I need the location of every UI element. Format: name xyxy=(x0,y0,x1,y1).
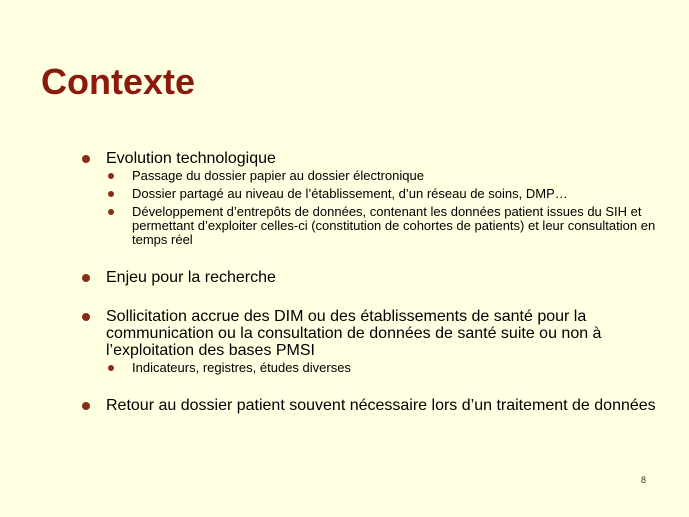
bullet-item xyxy=(80,269,660,286)
sub-bullet-dot-icon xyxy=(108,365,114,371)
sub-bullet-dot-icon xyxy=(108,209,114,215)
slide-content xyxy=(80,150,660,414)
slide-title: Contexte xyxy=(41,61,196,102)
bullet-dot-icon xyxy=(82,155,90,163)
bullet-text: Enjeu pour la recherche xyxy=(106,269,276,286)
sub-bullet-list xyxy=(106,361,660,375)
bullet-item xyxy=(80,150,660,247)
bullet-list xyxy=(80,150,660,414)
bullet-text: Sollicitation accrue des DIM ou des établissements de santé pour la communication ou la consultation de données de santé suite ou non à l’exploitation des bases PMSI xyxy=(106,308,602,359)
sub-bullet-text: Passage du dossier papier au dossier électronique xyxy=(132,168,424,183)
bullet-dot-icon xyxy=(82,313,90,321)
bullet-dot-icon xyxy=(82,274,90,282)
bullet-text: Evolution technologique xyxy=(106,150,276,167)
sub-bullet-dot-icon xyxy=(108,173,114,179)
sub-bullet-text: Indicateurs, registres, études diverses xyxy=(132,360,351,375)
bullet-item xyxy=(80,397,660,414)
sub-bullet-item xyxy=(106,205,660,247)
sub-bullet-text: Dossier partagé au niveau de l’établissement, d’un réseau de soins, DMP… xyxy=(132,186,568,201)
bullet-dot-icon xyxy=(82,402,90,410)
sub-bullet-item xyxy=(106,169,660,183)
sub-bullet-item xyxy=(106,361,660,375)
bullet-item xyxy=(80,308,660,375)
sub-bullet-dot-icon xyxy=(108,191,114,197)
sub-bullet-item xyxy=(106,187,660,201)
sub-bullet-list xyxy=(106,169,660,247)
sub-bullet-text: Développement d’entrepôts de données, contenant les données patient issues du SIH et permettant d’exploiter celles-ci (constitution de cohortes de patients) et leur consultation en temps réel xyxy=(132,204,656,247)
page-number: 8 xyxy=(641,475,647,485)
bullet-text: Retour au dossier patient souvent nécessaire lors d’un traitement de données xyxy=(106,397,656,414)
